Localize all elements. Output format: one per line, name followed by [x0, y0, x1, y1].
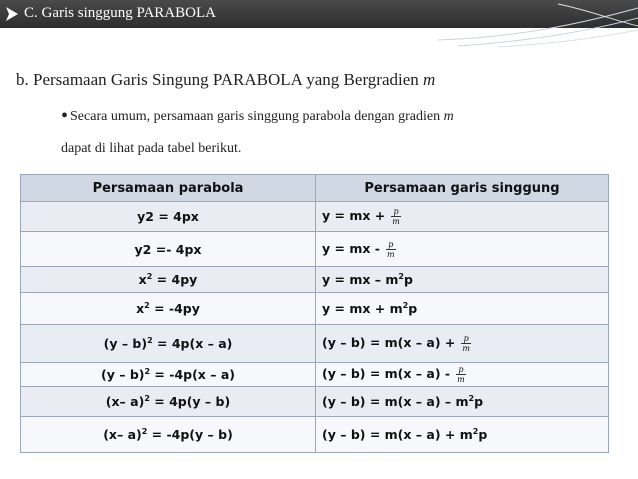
paragraph-line-1 [61, 103, 454, 126]
tangent-cell: $(y - b) = m(x - a) + m^2p$ [316, 417, 609, 453]
decorative-curves [438, 0, 638, 48]
fraction: $\frac{p}{m}$ [386, 239, 395, 259]
fraction: $\frac{p}{m}$ [462, 334, 470, 353]
parabola-cell: (x– a)$^2$ = 4p(y – b) [21, 387, 316, 417]
header-parabola: Persamaan parabola [21, 175, 316, 202]
tangent-cell: y = mx + $\frac{p}{m}$ [316, 202, 609, 232]
tangent-cell: y = mx - $\frac{p}{m}$ [316, 232, 609, 267]
subheading-variable: m [423, 70, 436, 89]
table-row [21, 417, 609, 453]
table-row [21, 293, 609, 325]
tangent-cell: (y – b) = m(x – a) + $\frac{p}{m}$ [316, 325, 609, 363]
parabola-cell: y2 =- 4px [21, 232, 316, 267]
header-tangent: Persamaan garis singgung [316, 175, 609, 202]
parabola-cell: y2 = 4px [21, 202, 316, 232]
table-row [21, 267, 609, 293]
table-row [21, 387, 609, 417]
table-header-row [21, 175, 609, 202]
fraction: $\frac{p}{m}$ [457, 365, 465, 384]
parabola-cell: (y – b)$^2$ = -4p(x – a) [21, 363, 316, 387]
tangent-cell: y = mx + $m^2p$ [316, 293, 609, 325]
tangent-cell: $(y - b) = m(x - a) - m^2p$ [316, 387, 609, 417]
parabola-cell: $x^2 = -4py$ [21, 293, 316, 325]
paragraph-text-1: Secara umum, persamaan garis singgung parabola dengan gradien [70, 109, 441, 124]
equation-table [20, 174, 609, 453]
table-row [21, 325, 609, 363]
fraction: $\frac{p}{m}$ [392, 207, 400, 226]
tangent-cell: (y – b) = m(x – a) - $\frac{p}{m}$ [316, 363, 609, 387]
paragraph-variable: m [443, 109, 454, 124]
table-row [21, 363, 609, 387]
table-row [21, 232, 609, 267]
paragraph-line-2: dapat di lihat pada tabel berikut. [61, 141, 242, 156]
parabola-cell: (y – b)$^2$ = 4p(x – a) [21, 325, 316, 363]
subheading [16, 70, 435, 90]
parabola-cell: $x^2 = 4py$ [21, 267, 316, 293]
bullet-icon: • [61, 105, 69, 127]
subheading-label: b. [16, 70, 29, 89]
subheading-text: Persamaan Garis Singung PARABOLA yang Bergradien [33, 70, 419, 89]
arrow-right-icon [5, 6, 19, 22]
slide-section-title: C. Garis singgung PARABOLA [24, 5, 216, 21]
parabola-cell: (x– a)$^2$ = -4p(y – b) [21, 417, 316, 453]
tangent-cell: y = mx – $m^2p$ [316, 267, 609, 293]
table-row [21, 202, 609, 232]
